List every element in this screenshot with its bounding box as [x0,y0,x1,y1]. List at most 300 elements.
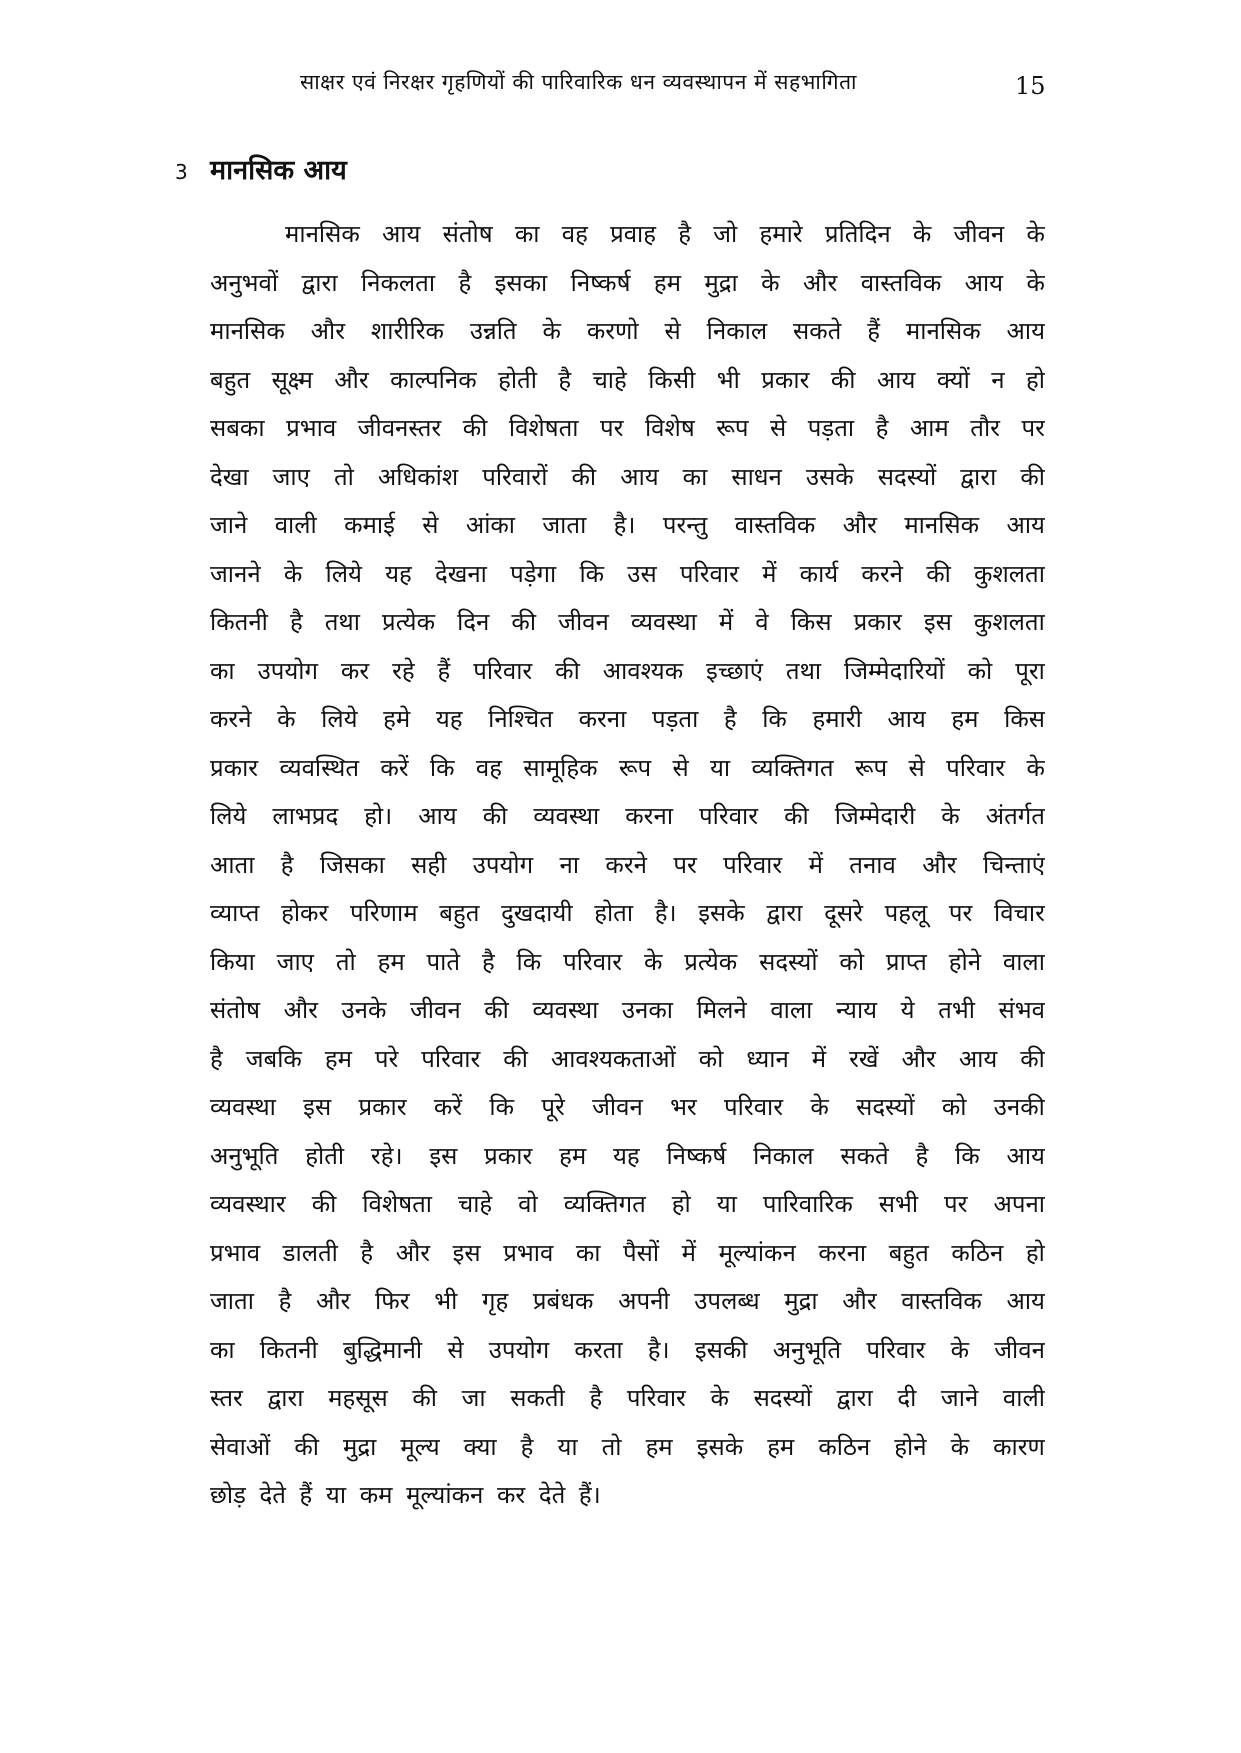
word: या [710,753,731,782]
word: जीवन [558,608,609,636]
word: निष्कर्ष [666,1141,727,1170]
word: को [967,656,993,685]
word: में [808,850,823,879]
paragraph-line [210,1326,1045,1375]
word: किसी [648,365,696,394]
word: इस [303,1093,332,1121]
word: का [514,220,540,248]
word: परिवार [723,850,783,879]
page-number: 15 [1015,72,1046,100]
word: की [926,559,951,588]
paragraph-line [210,1132,1045,1181]
word: यह [612,1141,640,1170]
word: उनकी [993,1093,1045,1121]
word: मुद्रा [343,1432,377,1461]
word: मुद्रा [784,1287,818,1315]
word: पाते [426,947,461,976]
word: की [294,1432,319,1461]
word: का [210,1335,235,1364]
word: आय [620,462,659,491]
word: होती [305,1141,345,1170]
word: से [664,317,681,345]
word: प्रकार [761,365,810,394]
word: आता [210,850,255,879]
word: रूप [854,753,888,782]
word: सदस्यों [856,1093,915,1121]
word: परन्तु [662,511,708,539]
word: व्यक्तिगत [563,1190,646,1218]
word: व्यवस्था [210,1093,276,1121]
word: और [395,1238,431,1267]
word: है [520,1432,534,1461]
word: परे [374,1044,399,1073]
word: की [311,1190,337,1218]
word: बहुत [439,899,480,927]
word: सभी [878,1190,919,1218]
paragraph-line [210,550,1045,599]
word: जाता [210,1287,254,1315]
word: जिम्मेदारी [834,802,916,830]
word: हम [324,1044,352,1073]
word: किस [790,608,832,636]
word: हम [645,1432,673,1461]
word: में [811,1044,827,1073]
word: कि [429,753,455,782]
word: परिवार [946,753,1006,782]
word: और [315,1287,351,1315]
word: ध्यान [746,1044,789,1073]
word: सामूहिक [523,753,598,782]
paragraph-line [210,356,1045,405]
word: है [481,947,495,976]
word: तनाव [849,850,896,879]
word: होने [894,1432,927,1461]
word: लिये [210,802,247,830]
word: प्रभाव [503,1238,554,1267]
word: है [678,220,691,248]
word: है [210,1044,223,1073]
paragraph-line [210,453,1045,502]
word: व्यवस्थित [279,753,360,782]
word: है। [613,511,636,539]
word: मानसिक [905,317,981,345]
word: पर [673,850,697,879]
word: की [462,414,488,442]
word: द्वारा [301,268,338,297]
word: क्या [463,1432,497,1461]
word: लाभप्रद [272,802,339,830]
word: दिन [457,608,490,636]
word: का [210,656,235,685]
word: विशेष [644,414,695,442]
word: व्यवस्था [630,608,697,636]
word: प्रभाव [286,414,337,442]
word: जानने [210,559,261,588]
word: देखा [210,462,249,491]
word: वास्तविक [734,511,816,539]
word: दी [897,1384,917,1412]
word: की [555,656,580,685]
word: वे [755,608,769,636]
word: करें [433,1093,463,1121]
paragraph-line [210,210,1045,259]
word: हमारे [759,220,803,248]
word: सदस्यों [753,1384,813,1412]
paragraph-line [210,695,1045,744]
word: दूसरे [824,899,863,927]
word: तौर [970,414,1000,442]
paragraph-line [210,598,1045,647]
word: के [643,947,663,976]
word: परिवारों [482,462,548,491]
word: प्रकार [358,1093,407,1121]
word: के [1026,220,1045,248]
word: जाए [272,462,310,491]
word: है। [654,899,677,927]
word: प्रकार [210,753,259,782]
word: भर [670,1093,697,1121]
word: है [278,1287,292,1315]
word: वह [561,220,588,248]
word: है [589,1384,603,1412]
word: अपना [993,1190,1045,1218]
word: अपनी [618,1287,670,1315]
word: और [842,1287,877,1315]
word: फिर [375,1287,410,1315]
word: तभी [938,996,975,1024]
word: है [723,705,737,733]
word: द्वारा [267,1384,304,1412]
word: है। [647,1335,670,1364]
word: है [289,608,303,636]
word: है [915,1141,929,1170]
word: सदस्यों [877,462,937,491]
word: और [310,317,346,345]
word: करने [210,705,252,733]
word: जा [461,1384,486,1412]
word: तो [335,947,356,976]
word: कुशलता [973,608,1045,636]
word: कितनी [210,608,268,636]
paragraph-line [210,889,1045,938]
word: व्यवस्था [533,802,600,830]
word: करें [380,753,409,782]
word: इच्छाएं [706,656,763,685]
word: रहे। [370,1141,403,1170]
word: लिये [325,559,362,588]
word: का [682,462,708,491]
word: और [283,996,318,1024]
word: कि [489,1093,515,1121]
word: आय [876,365,916,394]
paragraph-line [210,938,1045,987]
word: के [810,1093,829,1121]
word: आय [964,268,1004,297]
word: चिन्ताएं [982,850,1045,879]
word: पर [600,414,624,442]
word: प्रवाह [610,220,657,248]
word: बहुत [210,365,251,394]
word: हम [559,1141,587,1170]
word: द्वारा [960,462,997,491]
word: मुद्रा [704,268,738,297]
word: यह [385,559,412,588]
word: वह [475,753,502,782]
word: जाए [276,947,314,976]
word: विशेषता [508,414,579,442]
word: से [422,511,439,539]
word: द्वारा [836,1384,873,1412]
word: करणो [586,317,639,345]
word: कमाई [344,511,395,539]
word: कारण [993,1432,1045,1461]
word: उस [627,559,657,588]
word: करना [578,705,627,733]
word: साधन [731,462,782,491]
word: अधिकांश [377,462,459,491]
word: कठिन [951,1238,1004,1267]
word: है [458,268,472,297]
word: निष्कर्ष [570,268,631,297]
word: कार्य [799,559,839,588]
word: के [1026,268,1045,297]
paragraph-line [210,841,1045,890]
word: प्रतिदिन [824,220,891,248]
word: से [447,1335,464,1364]
word: हमे [383,705,411,733]
word: जाने [940,1384,979,1412]
word: जाता [542,511,587,539]
word: प्रभाव [210,1238,261,1267]
word: मूल्यांकन [718,1238,796,1267]
word: के [761,268,780,297]
word: हो। [364,802,393,830]
word: कठिन [818,1432,871,1461]
word: ये [900,996,915,1024]
word: उपयोग [472,850,534,879]
word: होने [948,947,982,976]
word: दुखदायी [501,899,573,927]
running-header: साक्षर एवं निरक्षर गृहणियों की पारिवारिक धन व्यवस्थापन में सहभागिता [300,70,857,94]
word: प्रकार [484,1141,533,1170]
word: रहे [392,656,415,685]
word: किस [1004,705,1045,733]
paragraph-line [210,501,1045,550]
word: भी [434,1287,458,1315]
word: के [912,220,932,248]
body-paragraph [210,210,1045,1520]
word: को [698,1044,724,1073]
paragraph-line [210,404,1045,453]
word: के [950,1335,970,1364]
word: अनुभूति [772,1335,842,1364]
word: प्रत्येक [684,947,738,976]
word: हम [767,1432,795,1461]
word: किया [210,947,255,976]
word: पैसों [623,1238,660,1267]
word: जीवनस्तर [357,414,442,442]
word: परिवार [679,559,739,588]
paragraph-line [210,1374,1045,1423]
word: आय [381,220,421,248]
word: यह [435,705,463,733]
paragraph-line [210,1180,1045,1229]
word: उपयोग [488,1335,550,1364]
word: आय [887,705,926,733]
word: है [558,365,572,394]
word: सेवाओं [210,1432,271,1461]
word: या [716,1190,737,1218]
word: रूप [716,414,749,442]
word: जिम्मेदारियों [844,656,945,685]
paragraph-line [210,1229,1045,1278]
word: जो [713,220,738,248]
word: इसकी [694,1335,748,1364]
word: परिवार [866,1335,926,1364]
word: से [672,753,689,782]
word: वास्तविक [860,268,942,297]
word: आंका [465,511,516,539]
word: रूप [618,753,652,782]
word: पड़ता [807,414,855,442]
word: लिये [321,705,358,733]
word: उनके [341,996,387,1024]
word: की [830,365,856,394]
word: जाने [210,511,248,539]
word: मानसिक [904,511,980,539]
word: परिवार [724,1093,784,1121]
word: निश्चित [488,705,553,733]
word: हम [951,705,979,733]
word: के [941,802,960,830]
word: सबका [210,414,265,442]
word: के [1026,753,1045,782]
word: कर [340,656,370,685]
word: सही [411,850,447,879]
word: क्यों [936,365,970,394]
word: देखना [434,559,487,588]
word: पड़ता [651,705,699,733]
word: उपलब्ध [694,1287,760,1315]
paragraph-line [210,744,1045,793]
word: काल्पनिक [390,365,477,394]
word: प्रकार [853,608,902,636]
word: और [802,268,838,297]
word: पूरे [541,1093,565,1121]
word: न्याय [835,996,878,1024]
word: परिवार [563,947,623,976]
word: सकते [793,317,842,345]
word: वाला [770,996,813,1024]
word: वाली [274,511,317,539]
word: पड़ेगा [510,559,557,588]
word: परिवार [626,1384,686,1412]
word: हो [1025,1238,1045,1267]
word: शारीरिक [370,317,444,345]
word: निकाल [706,317,768,345]
word: द्वारा [766,899,803,927]
word: और [922,850,957,879]
word: और [334,365,369,394]
word: की [503,1044,528,1073]
word: परिवार [473,656,533,685]
word: मिलने [696,996,747,1024]
word: को [941,1093,967,1121]
word: व्यक्तिगत [751,753,834,782]
word: हम [653,268,681,297]
word: है [360,1238,374,1267]
word: में [718,608,734,636]
word: चाहे [592,365,627,394]
word: आय [1006,317,1045,345]
paragraph-line [210,1277,1045,1326]
word: व्यवस्था [532,996,599,1024]
word: ना [559,850,580,879]
word: हम [377,947,405,976]
word: निकाल [753,1141,814,1170]
word: आय [1006,1141,1045,1170]
word: हैं [437,656,451,685]
word: करना [818,1238,867,1267]
paragraph-line [210,1035,1045,1084]
word: के [542,317,561,345]
word: होती [498,365,537,394]
word: आय [1006,511,1045,539]
paragraph-line [210,647,1045,696]
word: परिवार [421,1044,481,1073]
word: परिवार [699,802,759,830]
word: की [571,462,597,491]
word: को [839,947,865,976]
word: कुशलता [974,559,1045,588]
word: न [991,365,1005,394]
word: हो [1026,365,1045,394]
paragraph-line [210,792,1045,841]
word: प्रबंधक [532,1287,594,1315]
word: भी [716,365,740,394]
word: सूक्ष्म [271,365,313,394]
word: का [575,1238,601,1267]
word: की [784,802,809,830]
word: विशेषता [362,1190,432,1218]
word: इस [452,1238,481,1267]
word: करने [605,850,647,879]
word: रखें [849,1044,879,1073]
word: हमारी [812,705,862,733]
word: डालती [282,1238,338,1267]
word: सदस्यों [759,947,818,976]
paragraph-line [210,1083,1045,1132]
section-number: 3 [175,160,188,184]
word: प्रत्येक [382,608,436,636]
word: और [901,1044,936,1073]
word: बहुत [888,1238,929,1267]
word: आय [958,1044,998,1073]
word: स्तर [210,1384,243,1412]
word: अनुभूति [210,1141,279,1170]
word: आम [909,414,949,442]
word: से [770,414,787,442]
word: मानसिक [210,317,285,345]
word: तो [333,462,354,491]
word: के [710,1384,729,1412]
word: की [412,1384,437,1412]
word: व्याप्त [210,899,260,927]
word: तथा [324,608,360,636]
word: इसका [494,268,548,297]
word: प्राप्त [885,947,927,976]
word: तो [601,1432,622,1461]
